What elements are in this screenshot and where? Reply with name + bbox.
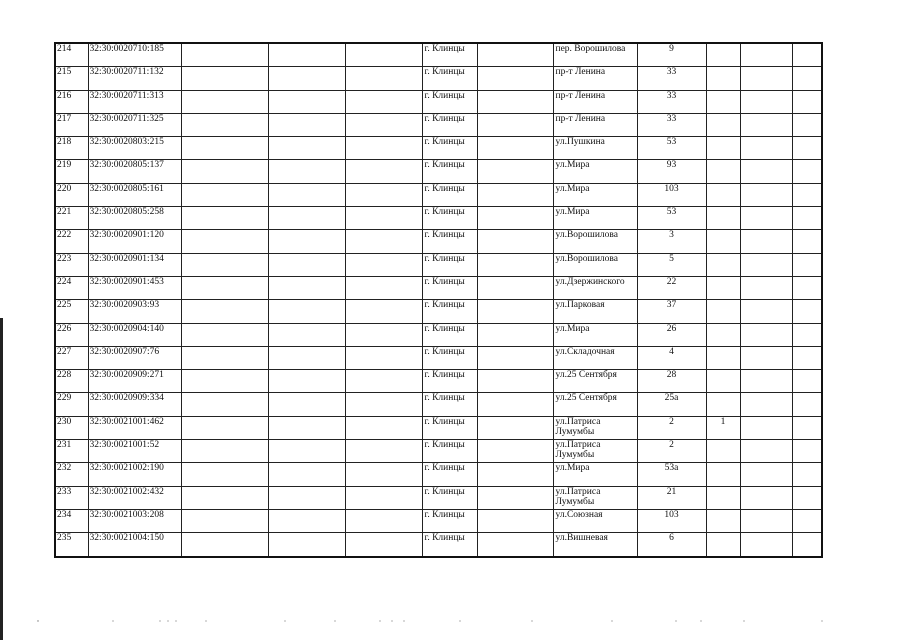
row-number-cell: 223 (55, 253, 88, 276)
cadastral-number-cell: 32:30:0021002:190 (88, 463, 181, 486)
city-cell: г. Клинцы (422, 137, 477, 160)
cadastral-number-cell: 32:30:0020711:132 (88, 67, 181, 90)
empty-cell (740, 67, 792, 90)
empty-cell (181, 253, 268, 276)
empty-cell (345, 137, 422, 160)
extra-cell: 1 (706, 416, 740, 439)
empty-cell (268, 276, 345, 299)
empty-cell (345, 300, 422, 323)
extra-cell (706, 67, 740, 90)
empty-cell (268, 416, 345, 439)
table-row (55, 440, 822, 463)
empty-cell (181, 230, 268, 253)
empty-cell (268, 370, 345, 393)
cadastral-number-cell: 32:30:0020710:185 (88, 43, 181, 67)
empty-cell (792, 323, 822, 346)
row-number-cell: 216 (55, 90, 88, 113)
empty-cell (345, 323, 422, 346)
empty-cell (792, 393, 822, 416)
table-row (55, 393, 822, 416)
empty-cell (345, 67, 422, 90)
empty-cell (268, 323, 345, 346)
empty-cell (477, 440, 553, 463)
empty-cell (268, 160, 345, 183)
empty-cell (181, 346, 268, 369)
empty-cell (268, 230, 345, 253)
cadastral-number-cell: 32:30:0020803:215 (88, 137, 181, 160)
street-cell: ул.25 Сентября (553, 393, 637, 416)
empty-cell (740, 90, 792, 113)
empty-cell (345, 533, 422, 557)
empty-cell (268, 393, 345, 416)
table-row (55, 183, 822, 206)
row-number-cell: 227 (55, 346, 88, 369)
cadastral-number-cell: 32:30:0021004:150 (88, 533, 181, 557)
table-row (55, 486, 822, 509)
empty-cell (268, 113, 345, 136)
empty-cell (268, 533, 345, 557)
empty-cell (181, 486, 268, 509)
empty-cell (181, 300, 268, 323)
empty-cell (477, 113, 553, 136)
extra-cell (706, 300, 740, 323)
row-number-cell: 221 (55, 207, 88, 230)
empty-cell (792, 486, 822, 509)
extra-cell (706, 276, 740, 299)
row-number-cell: 232 (55, 463, 88, 486)
row-number-cell: 225 (55, 300, 88, 323)
city-cell: г. Клинцы (422, 346, 477, 369)
row-number-cell: 220 (55, 183, 88, 206)
empty-cell (268, 300, 345, 323)
cadastral-number-cell: 32:30:0020903:93 (88, 300, 181, 323)
table-row (55, 113, 822, 136)
empty-cell (792, 137, 822, 160)
street-cell: пр-т Ленина (553, 67, 637, 90)
row-number-cell: 235 (55, 533, 88, 557)
city-cell: г. Клинцы (422, 440, 477, 463)
empty-cell (477, 393, 553, 416)
empty-cell (181, 67, 268, 90)
row-number-cell: 217 (55, 113, 88, 136)
city-cell: г. Клинцы (422, 323, 477, 346)
row-number-cell: 224 (55, 276, 88, 299)
street-cell: ул.Союзная (553, 509, 637, 532)
table-row (55, 207, 822, 230)
empty-cell (181, 440, 268, 463)
empty-cell (477, 300, 553, 323)
cadastral-number-cell: 32:30:0020909:334 (88, 393, 181, 416)
empty-cell (345, 440, 422, 463)
house-number-cell: 53 (637, 207, 706, 230)
house-number-cell: 2 (637, 440, 706, 463)
house-number-cell: 3 (637, 230, 706, 253)
extra-cell (706, 370, 740, 393)
street-cell: ул.25 Сентября (553, 370, 637, 393)
empty-cell (740, 276, 792, 299)
empty-cell (740, 300, 792, 323)
empty-cell (477, 533, 553, 557)
cadastral-number-cell: 32:30:0020805:137 (88, 160, 181, 183)
empty-cell (792, 276, 822, 299)
table-row (55, 230, 822, 253)
street-cell: ул.Патриса Лумумбы (553, 440, 637, 463)
empty-cell (740, 509, 792, 532)
row-number-cell: 226 (55, 323, 88, 346)
cadastral-number-cell: 32:30:0020904:140 (88, 323, 181, 346)
city-cell: г. Клинцы (422, 67, 477, 90)
extra-cell (706, 90, 740, 113)
city-cell: г. Клинцы (422, 113, 477, 136)
empty-cell (740, 346, 792, 369)
empty-cell (477, 67, 553, 90)
empty-cell (345, 183, 422, 206)
street-cell: ул.Ворошилова (553, 230, 637, 253)
empty-cell (792, 160, 822, 183)
empty-cell (268, 137, 345, 160)
empty-cell (181, 533, 268, 557)
empty-cell (740, 113, 792, 136)
empty-cell (792, 300, 822, 323)
row-number-cell: 228 (55, 370, 88, 393)
house-number-cell: 53 (637, 137, 706, 160)
cadastral-number-cell: 32:30:0021002:432 (88, 486, 181, 509)
extra-cell (706, 253, 740, 276)
empty-cell (477, 276, 553, 299)
empty-cell (181, 160, 268, 183)
empty-cell (345, 370, 422, 393)
extra-cell (706, 230, 740, 253)
row-number-cell: 233 (55, 486, 88, 509)
house-number-cell: 53а (637, 463, 706, 486)
empty-cell (345, 253, 422, 276)
empty-cell (792, 113, 822, 136)
empty-cell (740, 207, 792, 230)
table-row (55, 137, 822, 160)
table-row (55, 463, 822, 486)
city-cell: г. Клинцы (422, 416, 477, 439)
empty-cell (181, 43, 268, 67)
empty-cell (477, 90, 553, 113)
empty-cell (740, 43, 792, 67)
house-number-cell: 33 (637, 67, 706, 90)
city-cell: г. Клинцы (422, 90, 477, 113)
cadastral-number-cell: 32:30:0020805:258 (88, 207, 181, 230)
empty-cell (740, 533, 792, 557)
empty-cell (345, 393, 422, 416)
empty-cell (740, 370, 792, 393)
extra-cell (706, 183, 740, 206)
street-cell: ул.Патриса Лумумбы (553, 416, 637, 439)
cadastral-number-cell: 32:30:0020711:325 (88, 113, 181, 136)
house-number-cell: 2 (637, 416, 706, 439)
table-row (55, 323, 822, 346)
empty-cell (181, 113, 268, 136)
empty-cell (268, 509, 345, 532)
empty-cell (792, 416, 822, 439)
empty-cell (181, 90, 268, 113)
city-cell: г. Клинцы (422, 509, 477, 532)
house-number-cell: 33 (637, 90, 706, 113)
house-number-cell: 4 (637, 346, 706, 369)
city-cell: г. Клинцы (422, 370, 477, 393)
empty-cell (268, 440, 345, 463)
cadastral-number-cell: 32:30:0020711:313 (88, 90, 181, 113)
house-number-cell: 22 (637, 276, 706, 299)
empty-cell (181, 416, 268, 439)
house-number-cell: 37 (637, 300, 706, 323)
street-cell: ул.Парковая (553, 300, 637, 323)
house-number-cell: 5 (637, 253, 706, 276)
empty-cell (181, 276, 268, 299)
empty-cell (268, 346, 345, 369)
extra-cell (706, 160, 740, 183)
city-cell: г. Клинцы (422, 486, 477, 509)
empty-cell (345, 90, 422, 113)
house-number-cell: 21 (637, 486, 706, 509)
empty-cell (345, 509, 422, 532)
empty-cell (740, 137, 792, 160)
city-cell: г. Клинцы (422, 183, 477, 206)
row-number-cell: 230 (55, 416, 88, 439)
city-cell: г. Клинцы (422, 300, 477, 323)
house-number-cell: 103 (637, 183, 706, 206)
empty-cell (477, 463, 553, 486)
table-row (55, 253, 822, 276)
city-cell: г. Клинцы (422, 533, 477, 557)
extra-cell (706, 440, 740, 463)
house-number-cell: 103 (637, 509, 706, 532)
empty-cell (792, 207, 822, 230)
house-number-cell: 93 (637, 160, 706, 183)
empty-cell (792, 230, 822, 253)
table-row (55, 509, 822, 532)
property-register-table (54, 42, 823, 558)
empty-cell (740, 486, 792, 509)
city-cell: г. Клинцы (422, 393, 477, 416)
empty-cell (477, 346, 553, 369)
extra-cell (706, 533, 740, 557)
city-cell: г. Клинцы (422, 253, 477, 276)
empty-cell (740, 183, 792, 206)
extra-cell (706, 137, 740, 160)
street-cell: ул.Мира (553, 323, 637, 346)
street-cell: пер. Ворошилова (553, 43, 637, 67)
row-number-cell: 222 (55, 230, 88, 253)
street-cell: ул.Мира (553, 183, 637, 206)
street-cell: ул.Мира (553, 463, 637, 486)
extra-cell (706, 393, 740, 416)
empty-cell (477, 43, 553, 67)
cadastral-number-cell: 32:30:0020901:134 (88, 253, 181, 276)
empty-cell (181, 183, 268, 206)
empty-cell (477, 160, 553, 183)
row-number-cell: 215 (55, 67, 88, 90)
empty-cell (345, 113, 422, 136)
street-cell: ул.Вишневая (553, 533, 637, 557)
empty-cell (792, 67, 822, 90)
house-number-cell: 28 (637, 370, 706, 393)
empty-cell (477, 183, 553, 206)
empty-cell (792, 43, 822, 67)
empty-cell (345, 276, 422, 299)
row-number-cell: 219 (55, 160, 88, 183)
extra-cell (706, 43, 740, 67)
empty-cell (477, 416, 553, 439)
empty-cell (181, 393, 268, 416)
empty-cell (268, 486, 345, 509)
table-row (55, 43, 822, 67)
empty-cell (792, 253, 822, 276)
cadastral-number-cell: 32:30:0020901:453 (88, 276, 181, 299)
extra-cell (706, 207, 740, 230)
empty-cell (740, 230, 792, 253)
empty-cell (792, 509, 822, 532)
empty-cell (477, 207, 553, 230)
street-cell: ул.Патриса Лумумбы (553, 486, 637, 509)
extra-cell (706, 113, 740, 136)
empty-cell (268, 207, 345, 230)
scan-noise-dots (0, 618, 905, 624)
extra-cell (706, 486, 740, 509)
empty-cell (181, 370, 268, 393)
empty-cell (792, 90, 822, 113)
empty-cell (477, 370, 553, 393)
table-row (55, 416, 822, 439)
empty-cell (268, 90, 345, 113)
city-cell: г. Клинцы (422, 230, 477, 253)
row-number-cell: 234 (55, 509, 88, 532)
city-cell: г. Клинцы (422, 276, 477, 299)
extra-cell (706, 509, 740, 532)
empty-cell (181, 463, 268, 486)
empty-cell (740, 323, 792, 346)
empty-cell (181, 137, 268, 160)
empty-cell (792, 346, 822, 369)
empty-cell (268, 463, 345, 486)
table-row (55, 300, 822, 323)
empty-cell (268, 183, 345, 206)
empty-cell (477, 486, 553, 509)
house-number-cell: 26 (637, 323, 706, 346)
empty-cell (181, 323, 268, 346)
empty-cell (345, 486, 422, 509)
street-cell: пр-т Ленина (553, 113, 637, 136)
empty-cell (740, 463, 792, 486)
street-cell: ул.Мира (553, 207, 637, 230)
table-row (55, 160, 822, 183)
empty-cell (345, 463, 422, 486)
empty-cell (477, 137, 553, 160)
empty-cell (477, 323, 553, 346)
extra-cell (706, 346, 740, 369)
empty-cell (792, 440, 822, 463)
street-cell: ул.Складочная (553, 346, 637, 369)
extra-cell (706, 463, 740, 486)
house-number-cell: 25а (637, 393, 706, 416)
table-row (55, 67, 822, 90)
city-cell: г. Клинцы (422, 463, 477, 486)
house-number-cell: 6 (637, 533, 706, 557)
street-cell: ул.Ворошилова (553, 253, 637, 276)
empty-cell (345, 207, 422, 230)
table-row (55, 370, 822, 393)
city-cell: г. Клинцы (422, 207, 477, 230)
empty-cell (345, 416, 422, 439)
extra-cell (706, 323, 740, 346)
cadastral-number-cell: 32:30:0021001:52 (88, 440, 181, 463)
cadastral-number-cell: 32:30:0020805:161 (88, 183, 181, 206)
table-row (55, 533, 822, 557)
empty-cell (477, 253, 553, 276)
cadastral-number-cell: 32:30:0021001:462 (88, 416, 181, 439)
street-cell: ул.Пушкина (553, 137, 637, 160)
empty-cell (345, 230, 422, 253)
empty-cell (345, 346, 422, 369)
city-cell: г. Клинцы (422, 43, 477, 67)
row-number-cell: 231 (55, 440, 88, 463)
empty-cell (740, 253, 792, 276)
empty-cell (181, 509, 268, 532)
street-cell: ул.Мира (553, 160, 637, 183)
street-cell: пр-т Ленина (553, 90, 637, 113)
empty-cell (477, 230, 553, 253)
house-number-cell: 9 (637, 43, 706, 67)
cadastral-number-cell: 32:30:0020901:120 (88, 230, 181, 253)
empty-cell (792, 183, 822, 206)
cadastral-number-cell: 32:30:0020909:271 (88, 370, 181, 393)
row-number-cell: 229 (55, 393, 88, 416)
empty-cell (792, 370, 822, 393)
empty-cell (477, 509, 553, 532)
empty-cell (181, 207, 268, 230)
empty-cell (268, 253, 345, 276)
table-body (55, 43, 822, 557)
row-number-cell: 218 (55, 137, 88, 160)
city-cell: г. Клинцы (422, 160, 477, 183)
row-number-cell: 214 (55, 43, 88, 67)
scan-left-edge (0, 318, 3, 640)
house-number-cell: 33 (637, 113, 706, 136)
empty-cell (792, 463, 822, 486)
empty-cell (268, 43, 345, 67)
empty-cell (792, 533, 822, 557)
table-row (55, 346, 822, 369)
empty-cell (740, 440, 792, 463)
empty-cell (740, 160, 792, 183)
empty-cell (345, 160, 422, 183)
empty-cell (740, 393, 792, 416)
empty-cell (345, 43, 422, 67)
empty-cell (268, 67, 345, 90)
table-row (55, 90, 822, 113)
empty-cell (740, 416, 792, 439)
table-row (55, 276, 822, 299)
cadastral-number-cell: 32:30:0021003:208 (88, 509, 181, 532)
cadastral-number-cell: 32:30:0020907:76 (88, 346, 181, 369)
street-cell: ул.Дзержинского (553, 276, 637, 299)
